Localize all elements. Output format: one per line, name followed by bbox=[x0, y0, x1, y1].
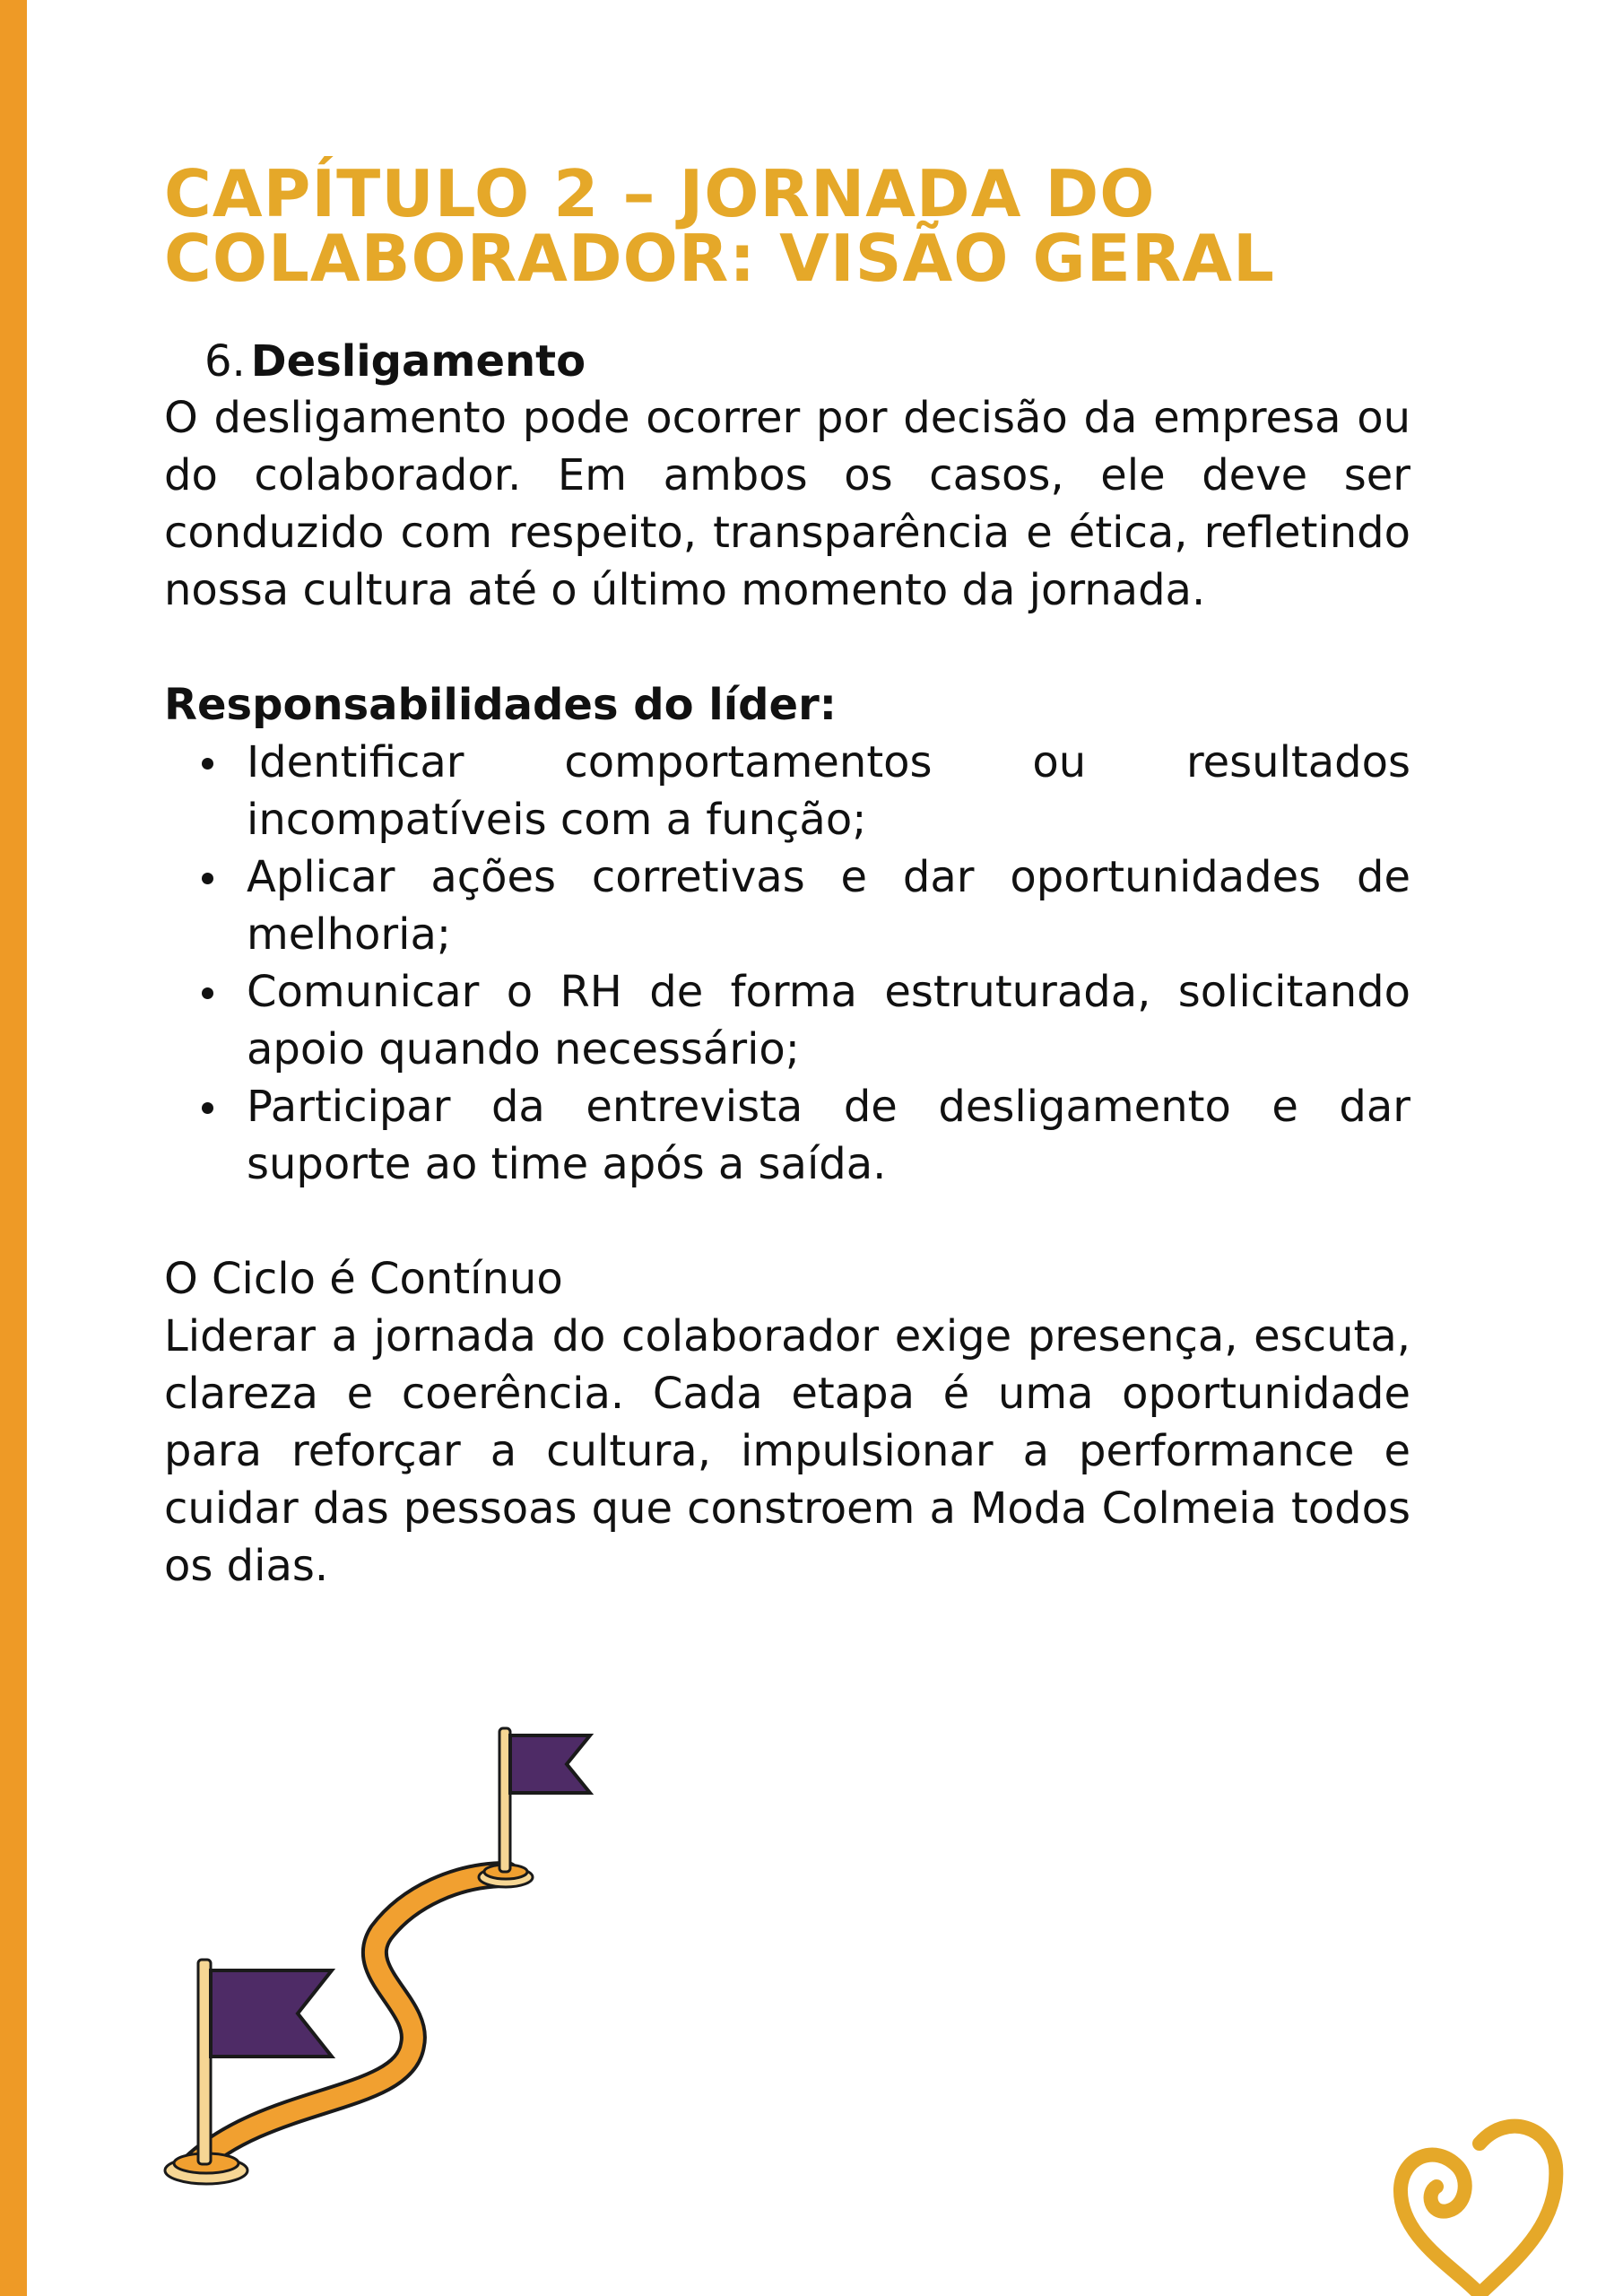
left-accent-bar bbox=[0, 0, 27, 2296]
section-title: Desligamento bbox=[250, 336, 586, 387]
heart-logo-icon bbox=[1381, 2090, 1569, 2296]
list-item bbox=[164, 734, 1410, 848]
cycle-paragraph: Liderar a jornada do colaborador exige presença, escuta, clareza e coerência. Cada etapa é uma oportunidade para reforçar a cultura, impulsionar a performance e cuidar das pessoas que constroem a Moda Colmeia todos os dias. bbox=[164, 1311, 1410, 1591]
list-item-text: Participar da entrevista de desligamento e dar suporte ao time após a saída. bbox=[247, 1082, 1410, 1189]
list-item bbox=[164, 1078, 1410, 1193]
section-heading bbox=[204, 335, 1410, 387]
bullet-icon bbox=[202, 1102, 213, 1114]
journey-flags-path-icon bbox=[152, 1718, 601, 2202]
responsibilities-list bbox=[164, 734, 1410, 1193]
chapter-title: CAPÍTULO 2 – JORNADA DO COLABORADOR: VISÃO GERAL bbox=[164, 156, 1275, 296]
responsibilities-heading: Responsabilidades do líder: bbox=[164, 680, 837, 730]
list-item bbox=[164, 848, 1410, 963]
list-item bbox=[164, 963, 1410, 1078]
cycle-heading: O Ciclo é Contínuo bbox=[164, 1254, 563, 1304]
section-intro-paragraph: O desligamento pode ocorrer por decisão da empresa ou do colaborador. Em ambos os casos, ele deve ser conduzido com respeito, transparência e ética, refletindo nossa cultura até o último momento da jornada. bbox=[164, 393, 1410, 615]
page-content bbox=[164, 156, 1410, 1595]
bullet-icon bbox=[202, 758, 213, 770]
list-item-text: Comunicar o RH de forma estruturada, solicitando apoio quando necessário; bbox=[247, 967, 1410, 1074]
bullet-icon bbox=[202, 873, 213, 884]
bullet-icon bbox=[202, 987, 213, 999]
section-number: 6. bbox=[204, 336, 246, 387]
list-item-text: Aplicar ações corretivas e dar oportunidades de melhoria; bbox=[247, 852, 1410, 960]
list-item-text: Identificar comportamentos ou resultados incompatíveis com a função; bbox=[247, 737, 1410, 845]
